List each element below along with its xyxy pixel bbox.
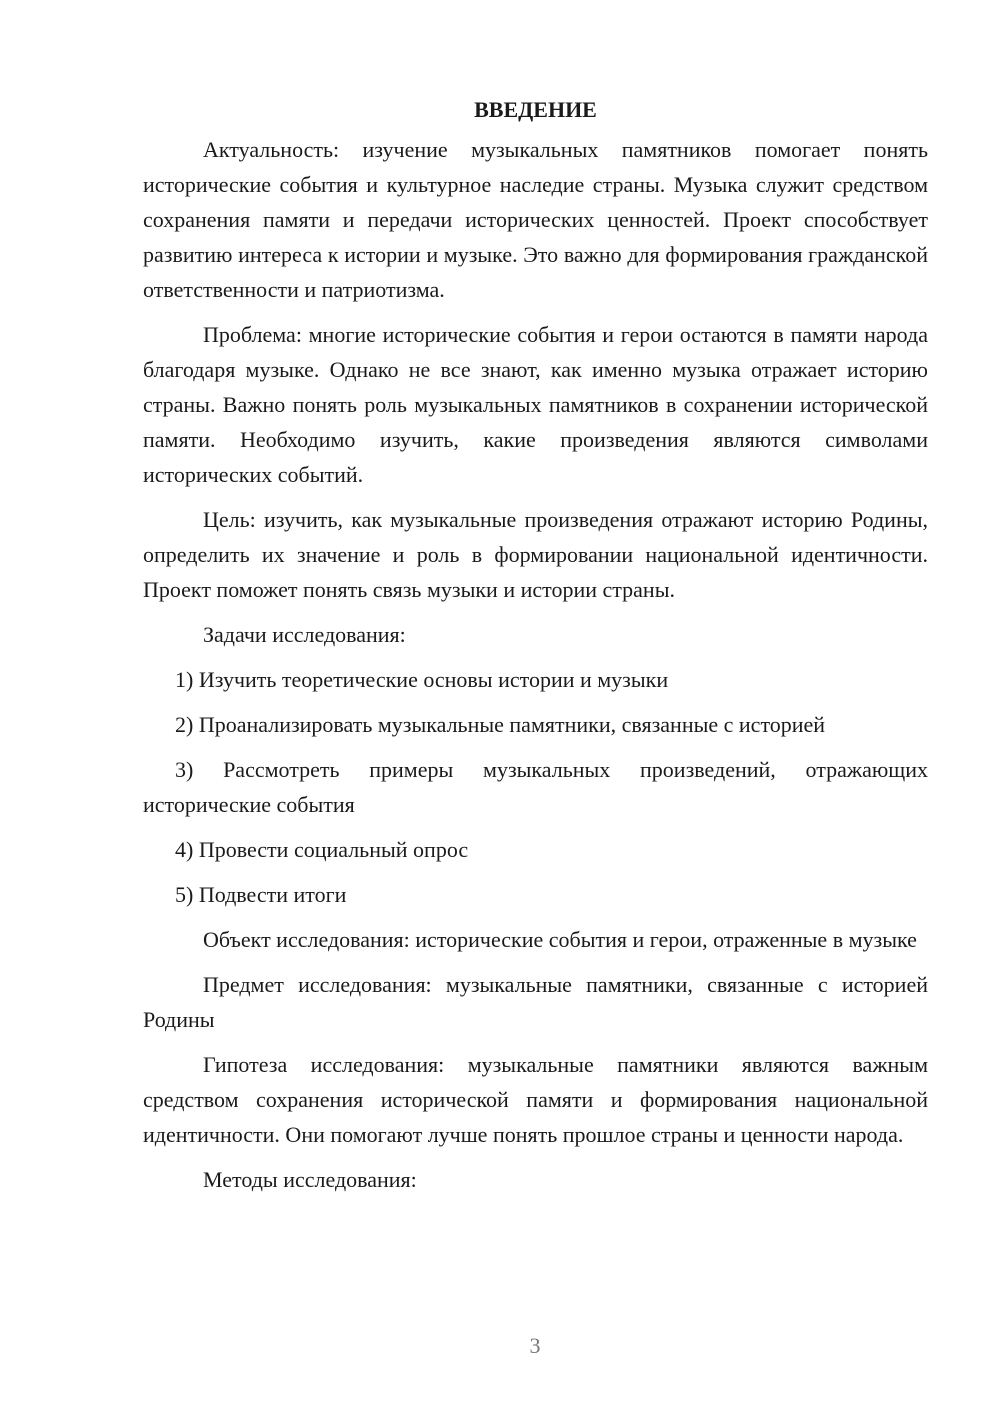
- task-item: 1) Изучить теоретические основы истории и музыки: [175, 667, 669, 692]
- subject-paragraph: Предмет исследования: музыкальные памятники, связанные с историей Родины: [143, 972, 928, 1032]
- page-number: 3: [529, 1333, 541, 1358]
- section-title: ВВЕДЕНИЕ: [474, 97, 597, 122]
- goal-paragraph: Цель: изучить, как музыкальные произведения отражают историю Родины, определить их значение и роль в формировании национальной идентичности. Проект поможет понять связь музыки и истории страны.: [143, 507, 928, 602]
- document-page: [143, 92, 928, 1197]
- task-item: 3) Рассмотреть примеры музыкальных произведений, отражающих исторические события: [143, 757, 928, 817]
- task-item: 2) Проанализировать музыкальные памятники, связанные с историей: [175, 712, 826, 737]
- relevance-paragraph: Актуальность: изучение музыкальных памятников помогает понять исторические события и культурное наследие страны. Музыка служит средством сохранения памяти и передачи исторических ценностей. Проект способствует развитию интереса к истории и музыке. Это важно для формирования гражданской ответственности и патриотизма.: [143, 137, 928, 302]
- problem-paragraph: Проблема: многие исторические события и герои остаются в памяти народа благодаря музыке. Однако не все знают, как именно музыка отражает историю страны. Важно понять роль музыкальных памятников в сохранении исторической памяти. Необходимо изучить, какие произведения являются символами исторических событий.: [143, 322, 928, 487]
- tasks-heading: Задачи исследования:: [203, 622, 406, 647]
- task-item: 5) Подвести итоги: [175, 882, 347, 907]
- object-paragraph: Объект исследования: исторические события и герои, отраженные в музыке: [203, 927, 917, 952]
- task-item: 4) Провести социальный опрос: [175, 837, 469, 862]
- methods-heading: Методы исследования:: [203, 1167, 417, 1192]
- hypothesis-paragraph: Гипотеза исследования: музыкальные памятники являются важным средством сохранения исторической памяти и формирования национальной идентичности. Они помогают лучше понять прошлое страны и ценности народа.: [143, 1052, 928, 1147]
